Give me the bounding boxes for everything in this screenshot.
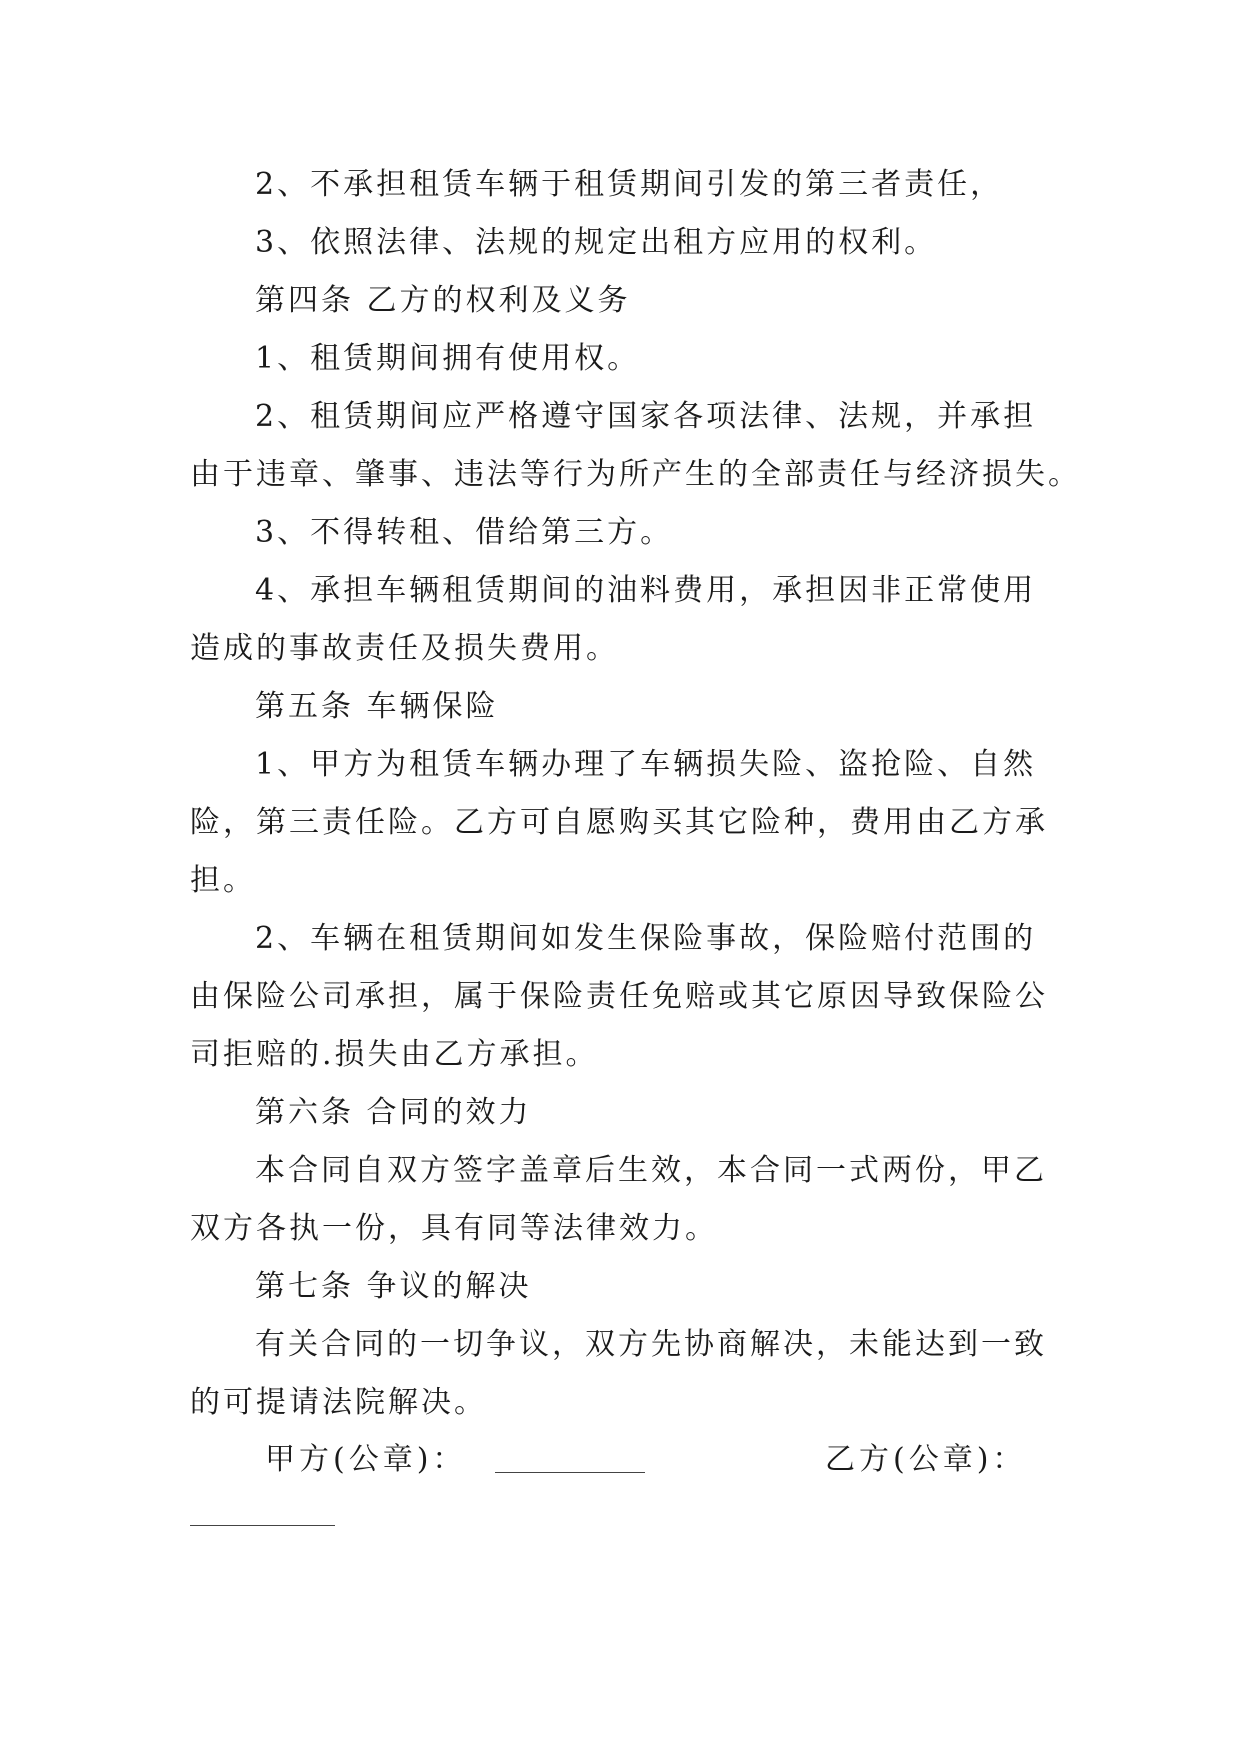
- clause-5-item-1: 1、甲方为租赁车辆办理了车辆损失险、盗抢险、自然: [255, 747, 1037, 782]
- clause-4-item-4: 4、承担车辆租赁期间的油料费用，承担因非正常使用: [255, 573, 1037, 608]
- clause-4-item-2: 2、租赁期间应严格遵守国家各项法律、法规，并承担: [255, 399, 1037, 434]
- clause-3-item-2: 2、不承担租赁车辆于租赁期间引发的第三者责任，: [255, 167, 1004, 202]
- clause-5-item-2: 2、车辆在租赁期间如发生保险事故，保险赔付范围的: [255, 921, 1037, 956]
- clause-5-item-1-cont-2: 担。: [190, 863, 256, 898]
- clause-7-body-cont: 的可提请法院解决。: [190, 1385, 487, 1420]
- clause-7-body: 有关合同的一切争议，双方先协商解决，未能达到一致: [255, 1327, 1047, 1362]
- clause-5-item-1-cont: 险，第三责任险。乙方可自愿购买其它险种，费用由乙方承: [190, 805, 1048, 840]
- clause-5-item-2-cont: 由保险公司承担，属于保险责任免赔或其它原因导致保险公: [190, 979, 1048, 1014]
- clause-4-heading: 第四条 乙方的权利及义务: [255, 283, 631, 318]
- clause-6-heading: 第六条 合同的效力: [255, 1095, 532, 1130]
- clause-4-item-1: 1、租赁期间拥有使用权。: [255, 341, 641, 376]
- party-b-seal-label: 乙方(公章)：: [825, 1442, 1027, 1477]
- party-b-signature-line: [190, 1525, 335, 1526]
- party-a-signature-line: [495, 1472, 645, 1473]
- party-a-seal-label: 甲方(公章)：: [265, 1442, 467, 1477]
- clause-6-body: 本合同自双方签字盖章后生效，本合同一式两份，甲乙: [255, 1153, 1047, 1188]
- clause-5-item-2-cont-2: 司拒赔的.损失由乙方承担。: [190, 1037, 599, 1072]
- clause-5-heading: 第五条 车辆保险: [255, 689, 499, 724]
- clause-4-item-4-cont: 造成的事故责任及损失费用。: [190, 631, 619, 666]
- clause-7-heading: 第七条 争议的解决: [255, 1269, 532, 1304]
- clause-4-item-2-cont: 由于违章、肇事、违法等行为所产生的全部责任与经济损失。: [190, 457, 1081, 492]
- clause-4-item-3: 3、不得转租、借给第三方。: [255, 515, 674, 550]
- clause-3-item-3: 3、依照法律、法规的规定出租方应用的权利。: [255, 225, 938, 260]
- clause-6-body-cont: 双方各执一份，具有同等法律效力。: [190, 1211, 718, 1246]
- signature-row: [265, 1440, 1055, 1480]
